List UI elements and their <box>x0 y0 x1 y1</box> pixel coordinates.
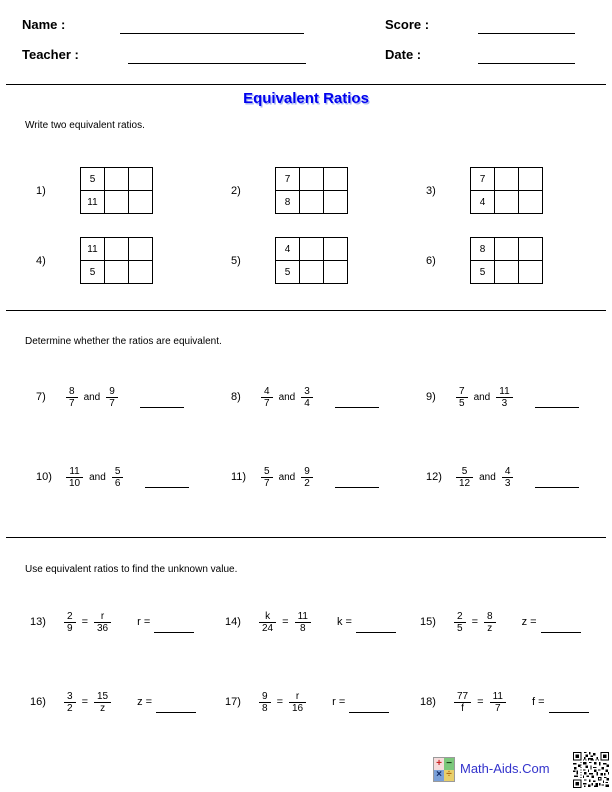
fraction <box>64 611 76 634</box>
ratio-cell-blank <box>324 261 348 284</box>
fraction <box>456 466 473 489</box>
problem-9 <box>426 382 579 412</box>
times-icon: × <box>434 770 444 782</box>
answer-blank <box>335 487 379 488</box>
fraction-numerator: 77 <box>457 690 469 702</box>
fraction-numerator: k <box>265 610 271 622</box>
fraction <box>295 611 311 634</box>
fraction-denominator: 6 <box>112 477 124 489</box>
ratio-cell-blank <box>519 238 543 261</box>
ratio-cell-blank <box>519 261 543 284</box>
fraction-denominator: 16 <box>289 702 306 714</box>
fraction-numerator: 3 <box>67 690 73 702</box>
fraction-numerator: 4 <box>264 385 270 397</box>
ratio-cell-blank <box>495 191 519 214</box>
answer-blank <box>535 487 579 488</box>
ratio-cell-blank <box>300 191 324 214</box>
fraction <box>301 466 313 489</box>
ratio-cell-blank <box>324 238 348 261</box>
brand-name: Math-Aids.Com <box>460 761 550 776</box>
answer-blank <box>156 712 196 713</box>
fraction-numerator: 8 <box>487 610 493 622</box>
fraction-numerator: 7 <box>459 385 465 397</box>
equals-sign: = <box>282 616 289 628</box>
fraction-numerator: 11 <box>297 610 308 622</box>
plus-icon: + <box>434 758 444 770</box>
equals-sign: = <box>81 616 88 628</box>
fraction <box>66 386 78 409</box>
section3-instruction: Use equivalent ratios to find the unknown value. <box>25 564 238 575</box>
fraction-denominator: 8 <box>259 702 271 714</box>
ratio-table <box>275 167 348 214</box>
ratio-cell-given: 4 <box>276 238 300 261</box>
fraction <box>289 691 306 714</box>
answer-blank <box>154 632 194 633</box>
problem-18 <box>420 687 589 717</box>
fraction-numerator: 3 <box>304 385 310 397</box>
fraction-numerator: 5 <box>461 465 468 477</box>
fraction-denominator: 5 <box>456 397 468 409</box>
header-divider <box>6 84 606 85</box>
fraction-denominator: 10 <box>66 477 83 489</box>
fraction <box>94 691 111 714</box>
ratio-cell-blank <box>129 238 153 261</box>
problem-number: 4) <box>36 254 46 267</box>
equals-sign: = <box>477 696 484 708</box>
fraction <box>301 386 313 409</box>
problem-number: 6) <box>426 254 436 267</box>
fraction-numerator: 5 <box>264 465 270 477</box>
section-divider <box>6 537 606 538</box>
answer-blank <box>145 487 189 488</box>
fraction-denominator: 2 <box>301 477 313 489</box>
date-label: Date : <box>385 47 422 62</box>
page-title: Equivalent Ratios <box>243 90 369 107</box>
answer-blank <box>349 712 389 713</box>
fraction <box>502 466 514 489</box>
conjunction: and <box>83 391 101 403</box>
fraction-denominator: f <box>454 702 471 714</box>
fraction-numerator: 5 <box>114 465 121 477</box>
problem-number: 14) <box>225 616 241 628</box>
ratio-cell-given: 5 <box>276 261 300 284</box>
fraction <box>64 691 76 714</box>
fraction-denominator: z <box>484 622 496 634</box>
fraction-numerator: r <box>100 610 105 622</box>
fraction-numerator: 15 <box>97 690 109 702</box>
score-label: Score : <box>385 17 430 32</box>
ratio-cell-blank <box>495 261 519 284</box>
teacher-blank-line <box>128 49 306 64</box>
teacher-label: Teacher : <box>22 47 79 62</box>
answer-blank <box>535 407 579 408</box>
problem-number: 10) <box>36 471 52 483</box>
problem-6 <box>426 237 543 284</box>
answer-variable-label: r = <box>332 696 346 708</box>
ratio-cell-blank <box>300 238 324 261</box>
ratio-cell-given: 4 <box>471 191 495 214</box>
answer-variable-label: z = <box>137 696 153 708</box>
ratio-table <box>80 167 153 214</box>
conjunction: and <box>479 471 496 483</box>
fraction-denominator: 7 <box>261 397 273 409</box>
problem-number: 8) <box>231 391 241 403</box>
answer-blank <box>140 407 184 408</box>
fraction-denominator: 7 <box>490 702 506 714</box>
fraction-numerator: 2 <box>457 610 463 622</box>
name-label: Name : <box>22 17 66 32</box>
problem-1 <box>36 167 153 214</box>
problem-4 <box>36 237 153 284</box>
conjunction: and <box>89 471 106 483</box>
divide-icon: ÷ <box>444 770 454 782</box>
ratio-cell-blank <box>519 168 543 191</box>
answer-blank <box>335 407 379 408</box>
problem-number: 5) <box>231 254 241 267</box>
ratio-cell-blank <box>105 168 129 191</box>
fraction-numerator: 11 <box>499 385 510 397</box>
ratio-cell-given: 7 <box>276 168 300 191</box>
problem-number: 7) <box>36 391 46 403</box>
ratio-cell-given: 8 <box>276 191 300 214</box>
problem-number: 15) <box>420 616 436 628</box>
ratio-table <box>470 237 543 284</box>
equals-sign: = <box>471 616 478 628</box>
fraction-numerator: 9 <box>304 465 310 477</box>
section2-instruction: Determine whether the ratios are equivalent. <box>25 336 222 347</box>
problem-2 <box>231 167 348 214</box>
problem-number: 12) <box>426 471 442 483</box>
ratio-cell-blank <box>105 191 129 214</box>
problem-number: 2) <box>231 184 241 197</box>
ratio-cell-given: 5 <box>471 261 495 284</box>
problem-7 <box>36 382 184 412</box>
problem-12 <box>426 462 579 492</box>
date-blank-line <box>478 49 575 64</box>
fraction-denominator: 2 <box>64 702 76 714</box>
fraction-denominator: 5 <box>454 622 466 634</box>
fraction <box>261 466 273 489</box>
fraction-denominator: 7 <box>66 397 78 409</box>
minus-icon: − <box>444 758 454 770</box>
problem-5 <box>231 237 348 284</box>
fraction <box>106 386 118 409</box>
fraction-numerator: 4 <box>504 465 511 477</box>
problem-13 <box>30 607 194 637</box>
ratio-cell-given: 5 <box>81 168 105 191</box>
problem-number: 1) <box>36 184 46 197</box>
answer-variable-label: r = <box>137 616 151 628</box>
problem-number: 9) <box>426 391 436 403</box>
ratio-cell-blank <box>129 261 153 284</box>
fraction-denominator: 9 <box>64 622 76 634</box>
problem-number: 16) <box>30 696 46 708</box>
fraction <box>484 611 496 634</box>
fraction-numerator: 8 <box>69 385 75 397</box>
qr-code-icon <box>573 752 609 788</box>
answer-variable-label: k = <box>336 616 352 628</box>
ratio-cell-blank <box>324 168 348 191</box>
fraction <box>456 386 468 409</box>
fraction <box>490 691 506 714</box>
answer-variable-label: z = <box>521 616 537 628</box>
fraction-denominator: 36 <box>94 622 111 634</box>
math-aids-logo-icon <box>433 757 455 782</box>
fraction-denominator: 7 <box>106 397 118 409</box>
ratio-table <box>470 167 543 214</box>
problem-3 <box>426 167 543 214</box>
fraction-denominator: 4 <box>301 397 313 409</box>
conjunction: and <box>473 391 491 403</box>
answer-blank <box>356 632 396 633</box>
name-blank-line <box>120 19 304 34</box>
fraction-denominator: 12 <box>456 477 473 489</box>
fraction-numerator: 9 <box>262 690 268 702</box>
fraction <box>454 611 466 634</box>
score-blank-line <box>478 19 575 34</box>
fraction-denominator: 24 <box>259 622 276 634</box>
ratio-cell-given: 11 <box>81 238 105 261</box>
equals-sign: = <box>276 696 283 708</box>
ratio-cell-blank <box>495 238 519 261</box>
ratio-cell-given: 8 <box>471 238 495 261</box>
ratio-cell-blank <box>129 191 153 214</box>
answer-blank <box>549 712 589 713</box>
fraction <box>496 386 512 409</box>
fraction <box>454 691 471 714</box>
ratio-cell-given: 5 <box>81 261 105 284</box>
ratio-cell-blank <box>129 168 153 191</box>
section-divider <box>6 310 606 311</box>
fraction-denominator: 7 <box>261 477 273 489</box>
fraction <box>112 466 124 489</box>
ratio-cell-blank <box>324 191 348 214</box>
problem-14 <box>225 607 396 637</box>
problem-11 <box>231 462 379 492</box>
fraction <box>261 386 273 409</box>
fraction-denominator: 3 <box>502 477 514 489</box>
ratio-table <box>80 237 153 284</box>
ratio-cell-blank <box>495 168 519 191</box>
conjunction: and <box>278 471 296 483</box>
fraction <box>259 691 271 714</box>
fraction <box>259 611 276 634</box>
problem-number: 3) <box>426 184 436 197</box>
problem-8 <box>231 382 379 412</box>
fraction-numerator: 2 <box>67 610 73 622</box>
ratio-cell-given: 7 <box>471 168 495 191</box>
problem-number: 18) <box>420 696 436 708</box>
fraction <box>94 611 111 634</box>
problem-17 <box>225 687 389 717</box>
fraction-denominator: 8 <box>295 622 311 634</box>
ratio-cell-blank <box>300 168 324 191</box>
fraction-numerator: r <box>295 690 300 702</box>
problem-number: 11) <box>231 471 247 483</box>
problem-15 <box>420 607 581 637</box>
conjunction: and <box>278 391 296 403</box>
ratio-cell-blank <box>300 261 324 284</box>
section1-instruction: Write two equivalent ratios. <box>25 120 145 131</box>
equals-sign: = <box>81 696 88 708</box>
problem-number: 13) <box>30 616 46 628</box>
problem-16 <box>30 687 196 717</box>
problem-number: 17) <box>225 696 241 708</box>
fraction-denominator: 3 <box>496 397 512 409</box>
answer-blank <box>541 632 581 633</box>
fraction <box>66 466 83 489</box>
ratio-cell-blank <box>105 238 129 261</box>
ratio-table <box>275 237 348 284</box>
answer-variable-label: f = <box>531 696 545 708</box>
problem-10 <box>36 462 189 492</box>
fraction-numerator: 9 <box>109 385 115 397</box>
ratio-cell-given: 11 <box>81 191 105 214</box>
fraction-denominator: z <box>94 702 111 714</box>
fraction-numerator: 11 <box>492 690 503 702</box>
fraction-numerator: 11 <box>69 465 80 477</box>
ratio-cell-blank <box>105 261 129 284</box>
ratio-cell-blank <box>519 191 543 214</box>
